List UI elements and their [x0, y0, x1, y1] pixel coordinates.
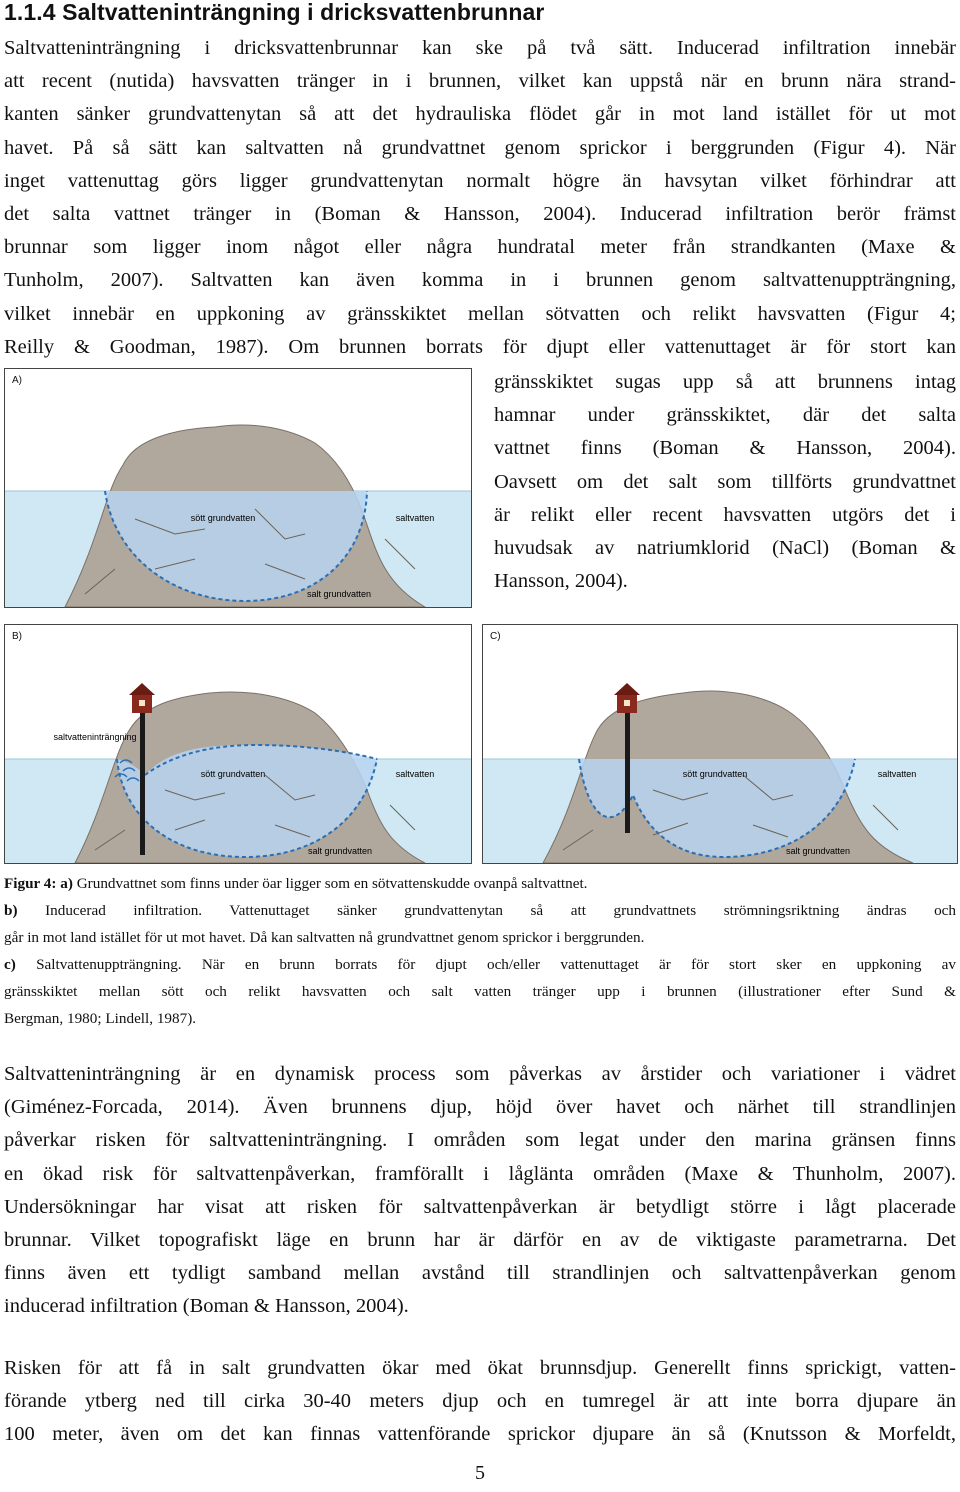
caption-line: [4, 870, 956, 897]
text-line: gränsskiktet sugas upp så att brunnens intag: [494, 371, 956, 393]
panel-label: B): [12, 631, 22, 642]
text-line: 100 meter, även om det kan finnas vattenförande sprickor djupare än så (Knutsson & Morfeldt,: [4, 1423, 956, 1446]
label-salt-ground: salt grundvatten: [306, 589, 372, 599]
text-line: att recent (nutida) havsvatten tränger in i brunnen, vilket kan uppstå när en brunn nära strand-: [4, 70, 956, 93]
label-salt-ground: salt grundvatten: [307, 846, 373, 856]
figure-panel-a: [4, 368, 472, 608]
label-fresh: sött grundvatten: [190, 513, 256, 523]
label-intrusion: saltvatteninträngning: [53, 732, 137, 742]
text-line: vilket innebär en uppkoning av gränsskiktet mellan sötvatten och relikt havsvatten (Figur 4;: [4, 302, 956, 325]
text-line: det salta vattnet tränger in (Boman & Hansson, 2004). Inducerad infiltration berör främst: [4, 202, 956, 225]
paragraph-2: [4, 1058, 956, 1324]
label-salt-sea: saltvatten: [877, 769, 917, 779]
text-line: brunnar som ligger inom något eller några hundratal meter från strandkanten (Maxe &: [4, 236, 956, 259]
label-salt-sea: saltvatten: [395, 513, 435, 523]
intro-paragraph: [4, 32, 956, 364]
section-heading: 1.1.4 Saltvatteninträngning i dricksvattenbrunnar: [4, 0, 545, 25]
text-line: inducerad infiltration (Boman & Hansson, 2004).: [4, 1295, 409, 1318]
caption-text: Grundvattnet som finns under öar ligger som en sötvattenskudde ovanpå saltvattnet.: [72, 875, 588, 892]
caption-line: gränsskiktet mellan sött och relikt havsvatten och salt vatten tränger upp i brunnen (illustrationer efter Sund &: [4, 983, 956, 1000]
well-house: [614, 683, 640, 713]
text-line: (Giménez-Forcada, 2014). Även brunnens djup, höjd över havet och närhet till strandlinjen: [4, 1096, 956, 1119]
label-salt-sea: saltvatten: [395, 769, 435, 779]
caption-line: Bergman, 1980; Lindell, 1987).: [4, 1010, 197, 1027]
caption-line: går in mot land istället för ut mot havet. Då kan saltvatten nå grundvattnet genom sprickor i berggrunden.: [4, 929, 645, 946]
panel-c-illustration: [483, 625, 957, 863]
label-fresh: sött grundvatten: [682, 769, 748, 779]
figure-panel-c: [482, 624, 958, 864]
panel-label: A): [12, 375, 22, 386]
text-line: Oavsett om det salt som tillförts grundvattnet: [494, 470, 956, 493]
text-line: Hansson, 2004).: [494, 570, 628, 593]
caption-text: Inducerad infiltration. Vattenuttaget sänker grundvattenytan så att grundvattnets strömningsriktning ändras och: [17, 902, 956, 919]
well-pipe: [140, 705, 145, 855]
label-salt-ground: salt grundvatten: [785, 846, 851, 856]
text-line: Reilly & Goodman, 1987). Om brunnen borrats för djupt eller vattenuttaget är för stort kan: [4, 335, 956, 358]
panel-label: C): [490, 631, 501, 642]
caption-label: Figur 4: a): [4, 875, 73, 892]
caption-label: b): [4, 902, 18, 919]
text-line: Saltvatteninträngning i dricksvattenbrunnar kan ske på två sätt. Inducerad infiltration innebär: [4, 37, 956, 59]
figure-caption: [4, 870, 956, 1032]
paragraph-3: [4, 1352, 956, 1452]
caption-line: [4, 897, 956, 924]
text-line: havet. På så sätt kan saltvatten nå grundvattnet genom sprickor i berggrunden (Figur 4). När: [4, 136, 956, 159]
text-line: förande ytberg ned till cirka 30-40 meters djup och en tumregel är att inte borra djupare än: [4, 1390, 956, 1413]
caption-line: [4, 951, 956, 978]
caption-label: c): [4, 956, 16, 973]
well-house: [129, 683, 155, 713]
well-pipe: [625, 705, 630, 833]
text-line: inget vattenuttag görs ligger grundvattenytan normalt högre än havsytan vilket förhindrar att: [4, 169, 956, 192]
text-line: Undersökningar har visat att risken för saltvattenpåverkan är betydligt större i lågt placerade: [4, 1195, 956, 1218]
panel-b-illustration: [5, 625, 471, 863]
text-line: Tunholm, 2007). Saltvatten kan även komma in i brunnen genom saltvattenuppträngning,: [4, 269, 956, 292]
text-line: brunnar. Vilket topografiskt läge en brunn har är därför en av de viktigaste parametrarna. Det: [4, 1228, 956, 1251]
text-line: Risken för att få in salt grundvatten ökar med ökat brunnsdjup. Generellt finns sprickigt, vatten-: [4, 1357, 956, 1379]
text-line: hamnar under gränsskiktet, där det salta: [494, 404, 956, 427]
text-line: vattnet finns (Boman & Hansson, 2004).: [494, 437, 956, 460]
page-number: 5: [475, 1462, 485, 1484]
text-line: är relikt eller recent havsvatten utgörs det i: [494, 503, 956, 526]
text-line: påverkar risken för saltvatteninträngning. I områden som legat under den marina gränsen finns: [4, 1129, 956, 1152]
panel-a-illustration: [5, 369, 471, 607]
text-line: en ökad risk för saltvattenpåverkan, framförallt i låglänta områden (Maxe & Thunholm, 2007).: [4, 1162, 956, 1185]
text-line: huvudsak av natriumklorid (NaCl) (Boman &: [494, 536, 956, 559]
caption-text: Saltvattenuppträngning. När en brunn borrats för djupt och/eller vattenuttaget är för stort sker en uppkoning av: [15, 956, 956, 973]
text-line: kanten sänker grundvattenytan så att det hydrauliska flödet går in mot land istället för ut mot: [4, 103, 956, 126]
text-line: finns även ett tydligt samband mellan avstånd till strandlinjen och saltvattenpåverkan genom: [4, 1262, 956, 1285]
label-fresh: sött grundvatten: [200, 769, 266, 779]
text-line: Saltvatteninträngning är en dynamisk process som påverkas av årstider och variationer i vädret: [4, 1063, 956, 1085]
figure-panel-b: [4, 624, 472, 864]
side-paragraph: [494, 366, 956, 598]
